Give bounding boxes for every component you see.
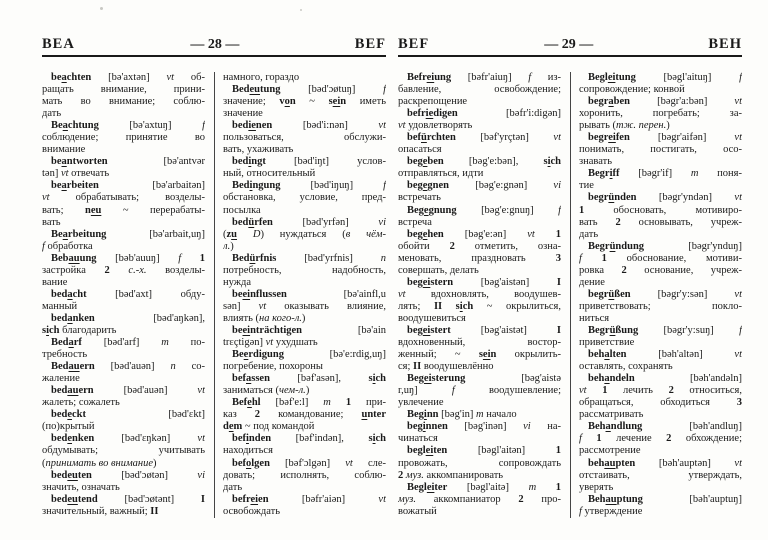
dictionary-line: Beerdigung [bə'e:rdig,uŋ] xyxy=(232,349,386,361)
dictionary-line: Befehl [bəf'e:l] m 1 при- xyxy=(232,397,386,409)
dictionary-line: влия́ть (на кого́-л.) xyxy=(223,312,306,324)
dictionary-line: зна́чить, означа́ть xyxy=(42,481,120,493)
page-28-text-block xyxy=(42,72,386,518)
dictionary-line: да́ть xyxy=(579,228,599,240)
dictionary-line: bedeuten [bəd'ɔøtən] vi xyxy=(51,469,205,481)
dictionary-line: behandeln [bəh'andəln] xyxy=(588,373,742,385)
dictionary-line: Begegnung [bəg'e:gnuŋ] f xyxy=(407,204,561,216)
dictionary-line: воодушеви́ться xyxy=(398,312,466,324)
dictionary-line: менова́ть, пра́здновать 3 xyxy=(398,252,561,264)
dictionary-line: рассмотре́ние xyxy=(579,445,641,457)
guide-word-left: BEA xyxy=(42,36,75,52)
dictionary-line: намно́го, гора́здо xyxy=(223,72,300,83)
dictionary-line: оставля́ть, сохраня́ть xyxy=(579,361,673,373)
dictionary-line: Bedeutung [bəd'ɔøtuŋ] f xyxy=(232,84,386,96)
dictionary-line: по́льзоваться, обслу́жи- xyxy=(223,132,386,144)
dictionary-line: да́ть xyxy=(223,481,243,493)
guide-word-right: BEH xyxy=(708,36,742,52)
dictionary-line: застро́йка 2 с.-х. возде́лы- xyxy=(42,264,205,276)
dictionary-line: f обрабо́тка xyxy=(42,240,93,252)
guide-word-right: BEF xyxy=(354,36,386,52)
dictionary-line: раскрепоще́ние xyxy=(398,96,468,108)
dictionary-line: приве́тствие xyxy=(579,337,635,349)
dictionary-line: bearbeiten [bə'arbaitən] xyxy=(51,180,205,192)
dictionary-line: сопровожде́ние; конво́й xyxy=(579,84,685,96)
dictionary-line: обойти́ 2 отме́тить, озна- xyxy=(398,240,561,252)
dictionary-line: begehen [bəg'e:ən] vt 1 xyxy=(407,228,561,240)
dictionary-line: встре́ча xyxy=(398,216,432,228)
dictionary-line: bedacht [bəd'axt] обду́- xyxy=(51,288,205,300)
dictionary-line: begründen [bəgr'yndən] vt xyxy=(588,192,742,204)
dictionary-line: внима́ние xyxy=(42,144,86,156)
dictionary-line: понима́ть, постига́ть, осо- xyxy=(579,144,742,156)
dictionary-line: вание xyxy=(42,276,68,288)
dictionary-line: Begleiter [bəgl'aitə] m 1 xyxy=(407,481,561,493)
dictionary-line: bedienen [bəd'i:nən] vt xyxy=(232,120,386,132)
dictionary-line: уверя́ть xyxy=(579,481,614,493)
dictionary-line: sich благодари́ть xyxy=(42,324,117,336)
dictionary-line: Begrüßung [bəgr'y:suŋ] f xyxy=(588,324,742,336)
dictionary-line: (zu D) нужда́ться (в чём- xyxy=(223,228,386,240)
dictionary-line: begrüßen [bəgr'y:sən] vt xyxy=(588,288,742,300)
dictionary-line: begeben [bəg'e:bən], sich xyxy=(407,156,561,168)
dictionary-line: освобожда́ть xyxy=(223,505,281,517)
dictionary-line: вать 2 осно́вывать, учреж- xyxy=(579,216,742,228)
dictionary-line: Begriff [bəgr'if] m поня́- xyxy=(588,168,742,180)
dictionary-line: соверша́ть, де́лать xyxy=(398,264,479,276)
dictionary-line: Bedarf [bəd'arf] m по- xyxy=(51,337,205,349)
dictionary-line: beginnen [bəg'inən] vi на- xyxy=(407,421,561,433)
dictionary-line: begraben [bəgr'a:bən] vt xyxy=(588,96,742,108)
dictionary-line: befinden [bəf'indən], sich xyxy=(232,433,386,445)
dictionary-line: ка́з 2 кома́ндование; unter xyxy=(223,409,386,421)
dictionary-line: значи́тельный, ва́жный; II xyxy=(42,505,159,517)
dictionary-line: жале́ть; сожале́ть xyxy=(42,397,120,409)
dictionary-line: обраща́ться, обходи́ться 3 xyxy=(579,397,742,409)
dictionary-line: bedauern [bəd'auən] vt xyxy=(51,385,205,397)
dictionary-line: f 1 обоснова́ние, мотиви- xyxy=(579,252,742,264)
dictionary-line: рыва́ть (тж. перен.) xyxy=(579,120,670,132)
dictionary-line: манный xyxy=(42,300,78,312)
dictionary-line: Bedauern [bəd'auən] n со- xyxy=(51,361,205,373)
dictionary-line: ля́ть; II sich ~ окрыли́ться, xyxy=(398,300,561,312)
dictionary-line: да́ть xyxy=(42,108,62,120)
dictionary-line: значе́ние xyxy=(223,108,263,120)
page-29-header xyxy=(398,36,742,57)
dictionary-line: befriedigen [bəfr'i:digən] xyxy=(407,108,561,120)
dictionary-line: отправля́ться, идти́ xyxy=(398,168,484,180)
dictionary-line: Behandlung [bəh'andluŋ] xyxy=(588,421,742,433)
dictionary-line: довать; исполня́ть, соблю- xyxy=(223,469,386,481)
dictionary-line: вать; neu ~ перераба́ты- xyxy=(42,204,205,216)
dictionary-line: встреча́ть xyxy=(398,192,441,204)
dictionary-line: Bedürfnis [bəd'yrfnis] n xyxy=(232,252,386,264)
dictionary-line: бавле́ние, освобожде́ние; xyxy=(398,84,561,96)
dictionary-line: vt вдохновля́ть, воодушев- xyxy=(398,288,561,300)
dictionary-line: 2 муз. аккомпани́ровать xyxy=(398,469,504,481)
dictionary-line: посы́лка xyxy=(223,204,261,216)
dictionary-line: bedanken [bəd'aŋkən], xyxy=(51,312,205,324)
dictionary-line: рассма́тривать xyxy=(579,409,644,421)
dictionary-line: вать xyxy=(42,216,61,228)
page-29-text-block xyxy=(398,72,742,518)
dictionary-line: соблюде́ние; приня́тие во xyxy=(42,132,205,144)
dictionary-line: жале́ние xyxy=(42,373,80,385)
dictionary-line: begeistern [bəg'aistən] I xyxy=(407,276,561,288)
dictionary-line: (по)кры́тый xyxy=(42,421,95,433)
page-28-column-2 xyxy=(214,72,386,518)
dictionary-line: чина́ться xyxy=(398,433,438,445)
dictionary-line: хорони́ть, погреба́ть; за- xyxy=(579,108,742,120)
scan-speck xyxy=(300,9,302,11)
dictionary-line: ся; II воодушевлённо xyxy=(398,361,494,373)
dictionary-line: обстано́вка, усло́вие, пред- xyxy=(223,192,386,204)
dictionary-line: значе́ние; von ~ sein име́ть xyxy=(223,96,386,108)
dictionary-line: f 1 лече́ние 2 обхожде́ние; xyxy=(579,433,742,445)
dictionary-line: л.) xyxy=(223,240,234,252)
dictionary-line: приве́тствовать; покло- xyxy=(579,300,742,312)
dictionary-line: тие xyxy=(579,180,594,192)
dictionary-line: bedenken [bəd'ɛŋkən] vt xyxy=(51,433,205,445)
page-29 xyxy=(398,36,742,518)
dictionary-line: Bedingung [bəd'iŋuŋ] f xyxy=(232,180,386,192)
page-28-column-1 xyxy=(42,72,205,518)
dictionary-line: Begründung [bəgr'ynduŋ] xyxy=(588,240,742,252)
dictionary-line: tən] vt отвеча́ть xyxy=(42,168,110,180)
dictionary-line: Begeisterung [bəg'aistə xyxy=(407,373,561,385)
dictionary-line: Behauptung [bəh'auptuŋ] xyxy=(588,493,742,505)
dictionary-line: befürchten [bəf'yrçtən] vt xyxy=(407,132,561,144)
page-number: — 29 — xyxy=(544,37,594,52)
dictionary-line: находи́ться xyxy=(223,445,273,457)
dictionary-line: befolgen [bəf'ɔlgən] vt сле́- xyxy=(232,457,386,469)
dictionary-line: vt 1 лечи́ть 2 относи́ться, xyxy=(579,385,742,397)
dictionary-line: begleiten [bəgl'aitən] 1 xyxy=(407,445,561,457)
dictionary-line: bedeutend [bəd'ɔøtənt] I xyxy=(51,493,205,505)
dictionary-line: провожа́ть, сопровожда́ть xyxy=(398,457,561,469)
dictionary-line: beeinträchtigen [bə'ain xyxy=(232,324,386,336)
dictionary-line: ни́ться xyxy=(579,312,610,324)
page-29-column-2 xyxy=(570,72,742,518)
dictionary-line: отста́ивать, утвержда́ть, xyxy=(579,469,742,481)
dictionary-line: погребе́ние, по́хороны xyxy=(223,361,323,373)
dictionary-line: ма́ть во внима́ние; соблю- xyxy=(42,96,205,108)
scan-speck xyxy=(100,7,103,10)
dictionary-line: муз. аккомпаниа́тор 2 про- xyxy=(398,493,561,505)
dictionary-line: де́ние xyxy=(579,276,605,288)
dictionary-line: 1 обоснова́ть, мотиви́ро- xyxy=(579,204,742,216)
dictionary-line: ро́вка 2 основа́ние, учреж- xyxy=(579,264,742,276)
page-29-column-1 xyxy=(398,72,561,518)
dictionary-line: знава́ть xyxy=(579,156,613,168)
dictionary-line: вдохнове́нный, восто́р- xyxy=(398,337,561,349)
dictionary-line: beeinflussen [bə'ainfl,u xyxy=(232,288,386,300)
dictionary-line: опаса́ться xyxy=(398,144,442,156)
dictionary-line: vt удовлетворя́ть xyxy=(398,120,473,132)
page-28-header xyxy=(42,36,386,57)
dictionary-line: Bebauung [bəb'auuŋ] f 1 xyxy=(51,252,205,264)
dictionary-line: beachten [bə'axtən] vt об- xyxy=(51,72,205,83)
dictionary-line: Beginn [bəg'in] m нача́ло xyxy=(407,409,517,421)
dictionary-line: тре́бность xyxy=(42,349,88,361)
dictionary-line: begreifen [bəgr'aifən] vt xyxy=(588,132,742,144)
dictionary-line: Befreiung [bəfr'aiuŋ] f из- xyxy=(407,72,561,83)
dictionary-line: раща́ть внима́ние, прини- xyxy=(42,84,205,96)
dictionary-line: bedeckt [bəd'ɛkt] xyxy=(51,409,205,421)
page-28 xyxy=(42,36,386,518)
dictionary-line: женный; ~ sein окрыли́ть- xyxy=(398,349,561,361)
dictionary-line: vt обраба́тывать; возде́лы- xyxy=(42,192,205,204)
dictionary-line: вать, уха́живать xyxy=(223,144,294,156)
dictionary-line: Begleitung [bəgl'aituŋ] f xyxy=(588,72,742,83)
dictionary-line: befassen [bəf'asən], sich xyxy=(232,373,386,385)
dictionary-line: befreien [bəfr'aiən] vt xyxy=(232,493,386,505)
dictionary-line: bedürfen [bəd'yrfən] vi xyxy=(232,216,386,228)
dictionary-line: увлече́ние xyxy=(398,397,444,409)
dictionary-line: bedingt [bəd'iŋt] усло́в- xyxy=(232,156,386,168)
dictionary-line: sən] vt ока́зывать влия́ние, xyxy=(223,300,386,312)
guide-word-left: BEF xyxy=(398,36,430,52)
dictionary-line: обду́мывать; учи́тывать xyxy=(42,445,205,457)
dictionary-line: behaupten [bəh'auptən] vt xyxy=(588,457,742,469)
dictionary-line: begegnen [bəg'e:gnən] vi xyxy=(407,180,561,192)
dictionary-line: Bearbeitung [bə'arbait,uŋ] xyxy=(51,228,205,240)
dictionary-line: r,uŋ] f воодушевле́ние; xyxy=(398,385,561,397)
dictionary-line: нужда́ xyxy=(223,276,251,288)
dictionary-line: dem ~ под кома́ндой xyxy=(223,421,315,433)
dictionary-line: (принима́ть во внима́ние) xyxy=(42,457,157,469)
dictionary-line: behalten [bəh'altən] vt xyxy=(588,349,742,361)
dictionary-line: занима́ться (чем-л.) xyxy=(223,385,310,397)
dictionary-line: beantworten [bə'antvər xyxy=(51,156,205,168)
page-number: — 28 — xyxy=(190,37,240,52)
dictionary-line: Beachtung [bə'axtuŋ] f xyxy=(51,120,205,132)
dictionary-line: вожа́тый xyxy=(398,505,437,517)
dictionary-line: потре́бность, на́добность, xyxy=(223,264,386,276)
dictionary-line: trɛçtigən] vt ухудша́ть xyxy=(223,337,318,349)
dictionary-line: ный, относи́тельный xyxy=(223,168,316,180)
dictionary-line: f утвержде́ние xyxy=(579,505,643,517)
dictionary-line: begeistert [bəg'aistət] I xyxy=(407,324,561,336)
